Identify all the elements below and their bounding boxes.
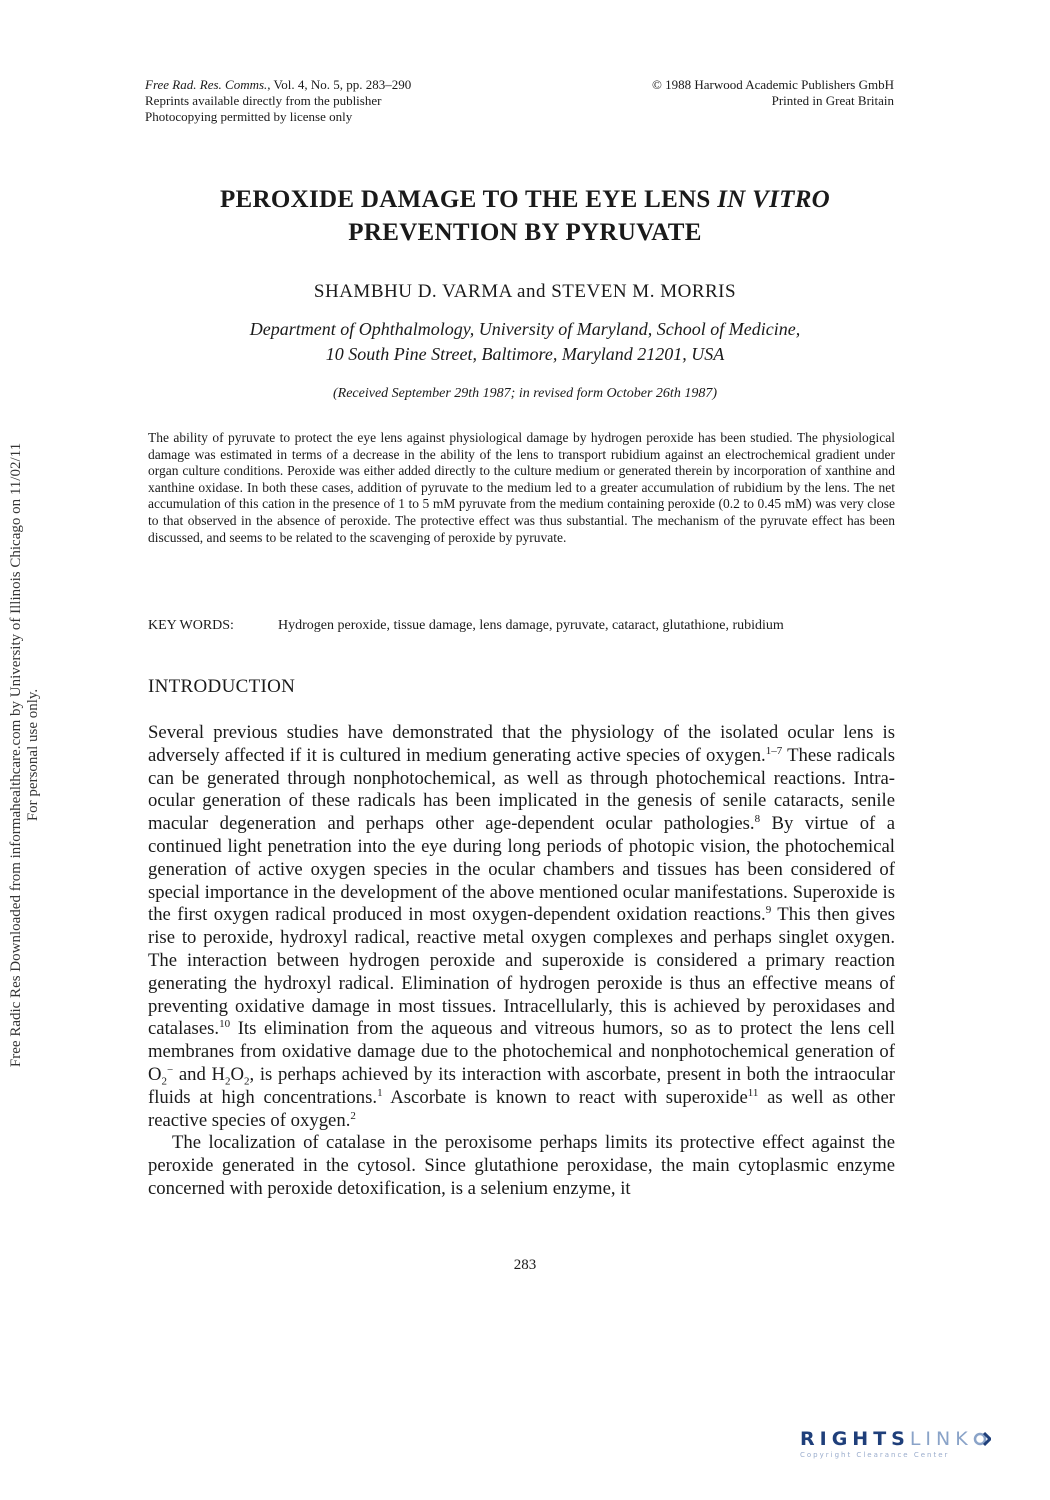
introduction-body: [148, 722, 895, 1201]
citation-ref: 9: [765, 904, 772, 917]
superscript-charge: −: [167, 1063, 174, 1076]
text-run: By virtue of a continued light penetration into the eye during long periods of photopic vision, the photochemical generation of active oxygen species in the ocular chambers and tissues has been considered of special importance in the development of the above mentioned ocular manifestations. Superoxide is the first oxygen radical produced in most oxygen-dependent oxidation reactions.: [148, 813, 895, 926]
text-run: O: [230, 1063, 245, 1085]
rightslink-link: LINK: [909, 1428, 973, 1450]
rightslink-rights: RIGHTS: [800, 1428, 910, 1450]
side-note-line-2: For personal use only.: [25, 688, 41, 822]
affiliation-line-2: 10 South Pine Street, Baltimore, Maryland 21201, USA: [325, 344, 725, 364]
affiliation: [100, 317, 950, 367]
photocopy-line: Photocopying permitted by license only: [145, 109, 353, 124]
reprints-line: Reprints available directly from the publisher: [145, 93, 382, 108]
subscript: 2: [244, 1075, 250, 1088]
rightslink-tagline: Copyright Clearance Center: [800, 1451, 950, 1459]
article-title: [100, 183, 950, 249]
title-italic-text: IN VITRO: [717, 186, 831, 213]
text-run: Its elimination from the aqueous and vitreous humors, so as to protect the lens cell membranes from oxidative damage due to the photochemical and nonphotochemical generation of O: [148, 1018, 895, 1085]
rightslink-wordmark: [800, 1428, 1030, 1450]
page-number: 283: [513, 1257, 537, 1273]
text-run: , is perhaps achieved by its interaction with ascorbate, present in both the intraocular fluids at high concentrations.: [148, 1063, 895, 1108]
title-line-2: PREVENTION BY PYRUVATE: [348, 219, 702, 246]
printed-line: Printed in Great Britain: [771, 93, 894, 108]
copyright-line: © 1988 Harwood Academic Publishers GmbH: [651, 77, 894, 92]
citation-ref: 11: [747, 1086, 759, 1099]
affiliation-line-1: Department of Ophthalmology, University of Maryland, School of Medicine,: [249, 319, 801, 339]
subscript: 2: [161, 1075, 167, 1088]
paragraph-2: The localization of catalase in the peroxisome perhaps limits its protective effect against the peroxide generated in the cytosol. Since glutathione peroxidase, the main cytoplasmic enzyme concerned with peroxide detoxification, is a selenium enzyme, it: [148, 1132, 895, 1199]
text-run: Several previous studies have demonstrated that the physiology of the isolated ocular lens is adversely affected if it is cultured in medium generating active species of oxygen.: [148, 722, 895, 766]
volume-pages: , Vol. 4, No. 5, pp. 283–290: [267, 77, 412, 92]
authors: SHAMBHU D. VARMA and STEVEN M. MORRIS: [313, 281, 737, 302]
keywords-text: Hydrogen peroxide, tissue damage, lens damage, pyruvate, cataract, glutathione, rubidium: [278, 618, 784, 633]
journal-name: Free Rad. Res. Comms.: [145, 77, 268, 92]
citation-ref: 1: [377, 1086, 383, 1099]
citation-ref: 8: [754, 812, 761, 825]
text-run: Ascorbate is known to react with superoxide: [382, 1086, 748, 1108]
text-run: as well as other reactive species of oxygen.: [148, 1086, 895, 1131]
title-main-text: PEROXIDE DAMAGE TO THE EYE LENS: [219, 186, 718, 213]
keywords-label: KEY WORDS:: [148, 618, 234, 633]
citation-ref: 1–7: [765, 744, 783, 757]
subscript: 2: [225, 1075, 231, 1088]
rightslink-logo[interactable]: [800, 1428, 1030, 1459]
rightslink-chevron-icon: [973, 1430, 991, 1448]
keywords: [148, 617, 895, 634]
citation-ref: 10: [219, 1018, 231, 1031]
citation-line: [145, 77, 525, 93]
section-heading-introduction: INTRODUCTION: [148, 676, 296, 697]
citation-ref: 2: [350, 1109, 356, 1122]
text-run: This then gives rise to peroxide, hydroxyl radical, reactive metal oxygen complexes and perhaps singlet oxygen. The interaction between hydrogen peroxide and superoxide is considered a primary reaction generating the hydroxyl radical. Elimination of hydrogen peroxide is thus an effective means of preventing oxidative damage in most tissues. Intracellularly, this is achieved by peroxidases and catalases.: [148, 904, 895, 1040]
received-dates: (Received September 29th 1987; in revised form October 26th 1987): [333, 386, 717, 401]
running-header-left: [145, 77, 525, 125]
running-header-right: [560, 77, 894, 109]
side-note-line-1: Free Radic Res Downloaded from informahealthcare.com by University of Illinois Chicago on 11/02/11: [8, 442, 24, 1068]
title-line-1: [100, 183, 950, 216]
text-run: These radicals can be generated through nonphotochemical, as well as through photochemical reactions. Intra-ocular generation of these radicals has been implicated in the genesis of senile cataracts, senile macular degeneration and perhaps other age-dependent ocular pathologies.: [148, 744, 895, 835]
abstract: The ability of pyruvate to protect the eye lens against physiological damage by hydrogen peroxide has been studied. The physiological damage was estimated in terms of a decrease in the ability of the lens to transport rubidium against an electrochemical gradient under organ culture conditions. Peroxide was either added directly to the culture medium or generated therein by incorporation of xanthine and xanthine oxidase. In both these cases, addition of pyruvate to the medium led to a greater accumulation of rubidium by the lens. The net accumulation of this cation in the presence of 1 to 5 mM pyruvate from the medium containing peroxide (0.2 to 0.45 mM) was very close to that observed in the absence of peroxide. The protective effect was thus substantial. The mechanism of the pyruvate effect has been discussed, and seems to be related to the scavenging of peroxide by pyruvate.: [148, 430, 895, 545]
text-run: and H: [173, 1063, 226, 1085]
download-side-note: [8, 395, 42, 1115]
paragraph-1: [148, 722, 895, 1132]
